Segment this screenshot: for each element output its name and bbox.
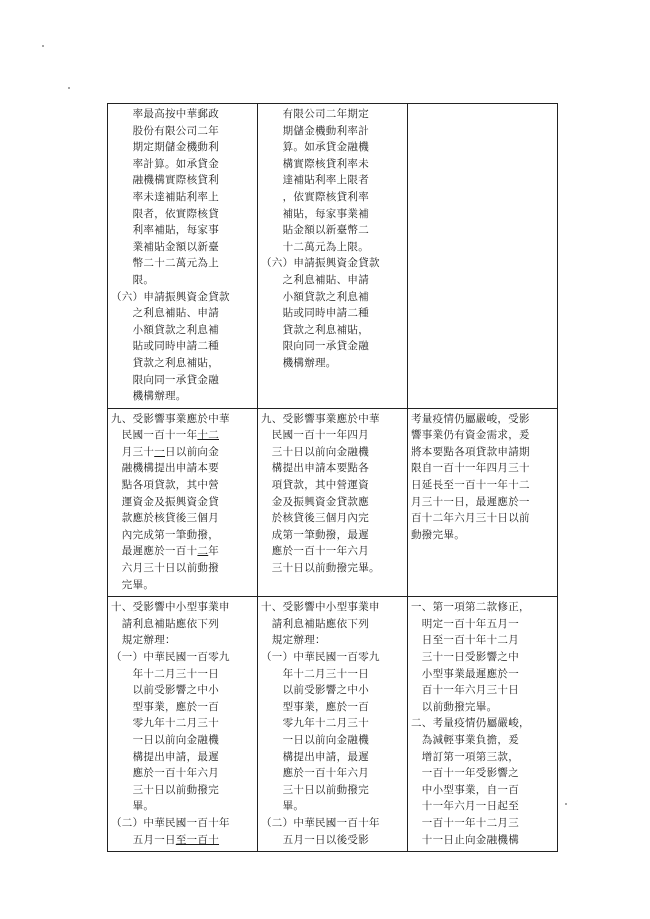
scan-speck [42,45,44,47]
text-line [111,494,255,511]
text-line: 金及振興資金貸款應 [261,495,369,508]
text-line: 業補貼金額以新臺 [111,240,219,253]
text-line: 百十二年六月三十日以前 [411,512,530,525]
text-segment: 六月三十日以前動撥 [111,562,219,575]
text-segment: 應於一百十年六月 [111,767,219,780]
text-line: 構提出申請本要點各 [261,462,369,475]
text-line: 貼或同時申請二種 [111,340,219,353]
explanation-cell [408,104,558,409]
text-line: 率最高按中華郵政 [111,108,219,120]
text-line: 三十一日受影響之中 [411,651,519,663]
text-line: 應於一百十一年六月 [261,545,369,558]
text-line: 貼金額以新臺幣二 [261,224,369,237]
text-segment: 一日以前向金融機 [111,733,219,746]
text-line: 應於一百十年六月 [261,767,369,780]
text-segment: 畢。 [111,800,155,813]
text-line: 小額貸款之利息補 [261,290,369,303]
text-line [111,543,255,560]
text-line: 達補貼利率上限者 [261,174,369,187]
amendment-comparison-table [107,103,558,852]
text-segment: （二）中華民國一百十年 [111,816,230,829]
text-line: （二）中華民國一百十年 [261,816,380,829]
text-line: 考量疫情仍屬嚴峻，受影 [411,412,530,425]
text-line: 之利息補貼、申請 [111,307,219,320]
text-line: 三十日以前向金融機 [261,445,369,458]
text-line: 日至一百十年十二月 [411,634,519,647]
text-line: 為減輕事業負擔，爰 [411,733,519,746]
text-segment: 融機構提出申請本要 [111,462,219,475]
text-line: 以前動撥完畢。 [411,700,498,713]
text-line: 期定期儲金機動利 [111,141,219,154]
text-line [111,782,255,799]
current-text-cell [258,408,408,597]
text-line: 百十一年六月三十日 [411,684,519,697]
text-line [111,560,255,577]
text-line [111,832,255,849]
underlined-revision: 一 [154,445,166,458]
text-line: 三十日以前動撥完 [261,783,369,796]
amended-text-cell [108,104,258,409]
text-line: 增訂第一項第三款， [411,750,519,763]
text-line [111,715,255,732]
text-line: 請利息補貼應依下列 [261,617,369,630]
text-line: 二、考量疫情仍屬嚴峻， [411,717,530,730]
text-line: 一日以前向金融機 [261,733,369,746]
text-line: 一百十一年十二月三 [411,816,519,829]
table-row [108,597,558,852]
text-segment: （一）中華民國一百零九 [111,651,230,663]
text-segment: 月三十 [111,445,155,458]
text-line [111,444,255,461]
text-line: 明定一百十年五月一 [411,617,519,630]
underlined-revision: 十二 [197,429,220,442]
text-line [111,649,255,666]
text-line [111,699,255,716]
text-line: 中小型事業，自一百 [411,783,519,796]
text-line: 限向同一承貸金融 [111,373,219,386]
text-segment: 年 [208,545,220,558]
text-line: 限者，依實際核貸 [111,207,219,220]
text-line [111,749,255,766]
text-segment: 款應於核貸後三個月 [111,512,219,525]
amended-text-cell [108,408,258,597]
text-segment: 最遲應於一百十 [111,545,198,558]
text-segment: 構提出申請，最遲 [111,750,219,763]
amended-text-cell [108,597,258,852]
table-row [108,104,558,409]
text-line: 小額貸款之利息補 [111,323,219,336]
text-line: 貸款之利息補貼， [111,356,219,369]
text-segment: 三十日以前動撥完 [111,783,219,796]
text-line: 機構辦理。 [111,390,187,403]
text-line: 一百十一年受影響之 [411,767,519,780]
text-line [111,732,255,749]
text-line: 日延長至一百十一年十二 [411,479,530,492]
text-line [111,682,255,699]
text-line [111,460,255,477]
text-line: 貼或同時申請二種 [261,307,369,320]
text-line: 構提出申請，最遲 [261,750,369,763]
text-line: 規定辦理： [261,634,326,647]
text-line: 期儲金機動利率計 [261,124,369,137]
text-line: 率計算。如承貸金 [111,157,219,170]
text-line [111,632,255,649]
scan-speck [565,803,567,805]
text-line: 有限公司二年期定 [261,108,369,120]
text-line: 十二萬元為上限。 [261,240,369,253]
text-line [111,616,255,633]
text-line [111,510,255,527]
text-line: 以前受影響之中小 [261,684,369,697]
text-line: 型事業，應於一百 [261,700,369,713]
text-line: 於核貸後三個月內完 [261,512,369,525]
text-line: 三十日以前動撥完畢。 [261,562,380,575]
text-line: （六）申請振興資金貸款 [261,257,380,270]
text-line: ，依實際核貸利率 [261,190,369,203]
text-line [111,527,255,544]
text-segment: 請利息補貼應依下列 [111,617,219,630]
text-line: 五月一日以後受影 [261,833,369,846]
text-line [111,477,255,494]
text-line: 十、受影響中小型事業申 [261,601,380,614]
text-segment: 規定辦理： [111,634,176,647]
text-line: 十一日止向金融機構 [411,833,519,846]
text-line: 限自一百十一年四月三十 [411,462,530,475]
text-line: 成第一筆動撥，最遲 [261,528,369,541]
text-line: 年十二月三十一日 [261,667,369,680]
text-line: 響事業仍有資金需求，爰 [411,429,530,442]
text-line: 幣二十二萬元為上 [111,257,219,270]
underlined-revision: 二 [197,545,209,558]
text-line: 民國一百十一年四月 [261,429,369,442]
text-line [111,798,255,815]
text-line [111,599,255,616]
text-line: 構實際核貸利率未 [261,157,369,170]
text-line: 月三十一日，最遲應於一 [411,495,530,508]
text-line: 股份有限公司二年 [111,124,219,137]
text-segment: 九、受影響事業應於中華 [111,412,230,425]
current-text-cell [258,104,408,409]
text-line: 機構辦理。 [261,356,337,369]
text-line: （一）中華民國一百零九 [261,651,380,663]
text-segment: 日以前向金 [165,445,220,458]
text-line [111,577,255,594]
explanation-cell [408,408,558,597]
text-line: 十一年六月一日起至 [411,800,519,813]
text-segment: 零九年十二月三十 [111,717,219,730]
text-line: 算。如承貸金融機 [261,141,369,154]
text-line: 畢。 [261,800,305,813]
text-line: 限向同一承貸金融 [261,340,369,353]
explanation-cell [408,597,558,852]
text-line [111,815,255,832]
text-line: 項貸款，其中營運資 [261,479,369,492]
table-row [108,408,558,597]
text-line: 限。 [111,273,155,286]
text-line: 融機構實際核貸利 [111,174,219,187]
text-segment: 點各項貸款，其中營 [111,479,219,492]
text-line: 小型事業最遲應於一 [411,667,519,680]
text-line: 動撥完畢。 [411,528,465,541]
text-line: 一、第一項第二款修正， [411,601,530,614]
text-segment: 年十二月三十一日 [111,667,219,680]
text-segment: 五月一日 [111,833,176,846]
text-segment: 十、受影響中小型事業申 [111,601,230,614]
text-segment: 內完成第一筆動撥， [111,528,219,541]
text-line [111,666,255,683]
text-line: 零九年十二月三十 [261,717,369,730]
text-line: 補貼，每家事業補 [261,207,369,220]
text-line: 九、受影響事業應於中華 [261,412,380,425]
text-line: 將本要點各項貸款申請期 [411,445,530,458]
underlined-revision: 至一百十 [175,833,220,846]
text-line: 利率補貼，每家事 [111,224,219,237]
text-segment: 民國一百十一年 [111,429,198,442]
text-segment: 運資金及振興資金貸 [111,495,219,508]
text-line [111,765,255,782]
text-segment: 完畢。 [111,578,155,591]
text-line [111,427,255,444]
text-line: 率未達補貼利率上 [111,190,219,203]
text-segment: 型事業，應於一百 [111,700,219,713]
text-segment: 以前受影響之中小 [111,684,219,697]
current-text-cell [258,597,408,852]
text-line: 之利息補貼、申請 [261,273,369,286]
scan-speck [68,87,70,89]
text-line [111,411,255,428]
text-line: （六）申請振興資金貸款 [111,290,230,303]
text-line: 貸款之利息補貼， [261,323,369,336]
